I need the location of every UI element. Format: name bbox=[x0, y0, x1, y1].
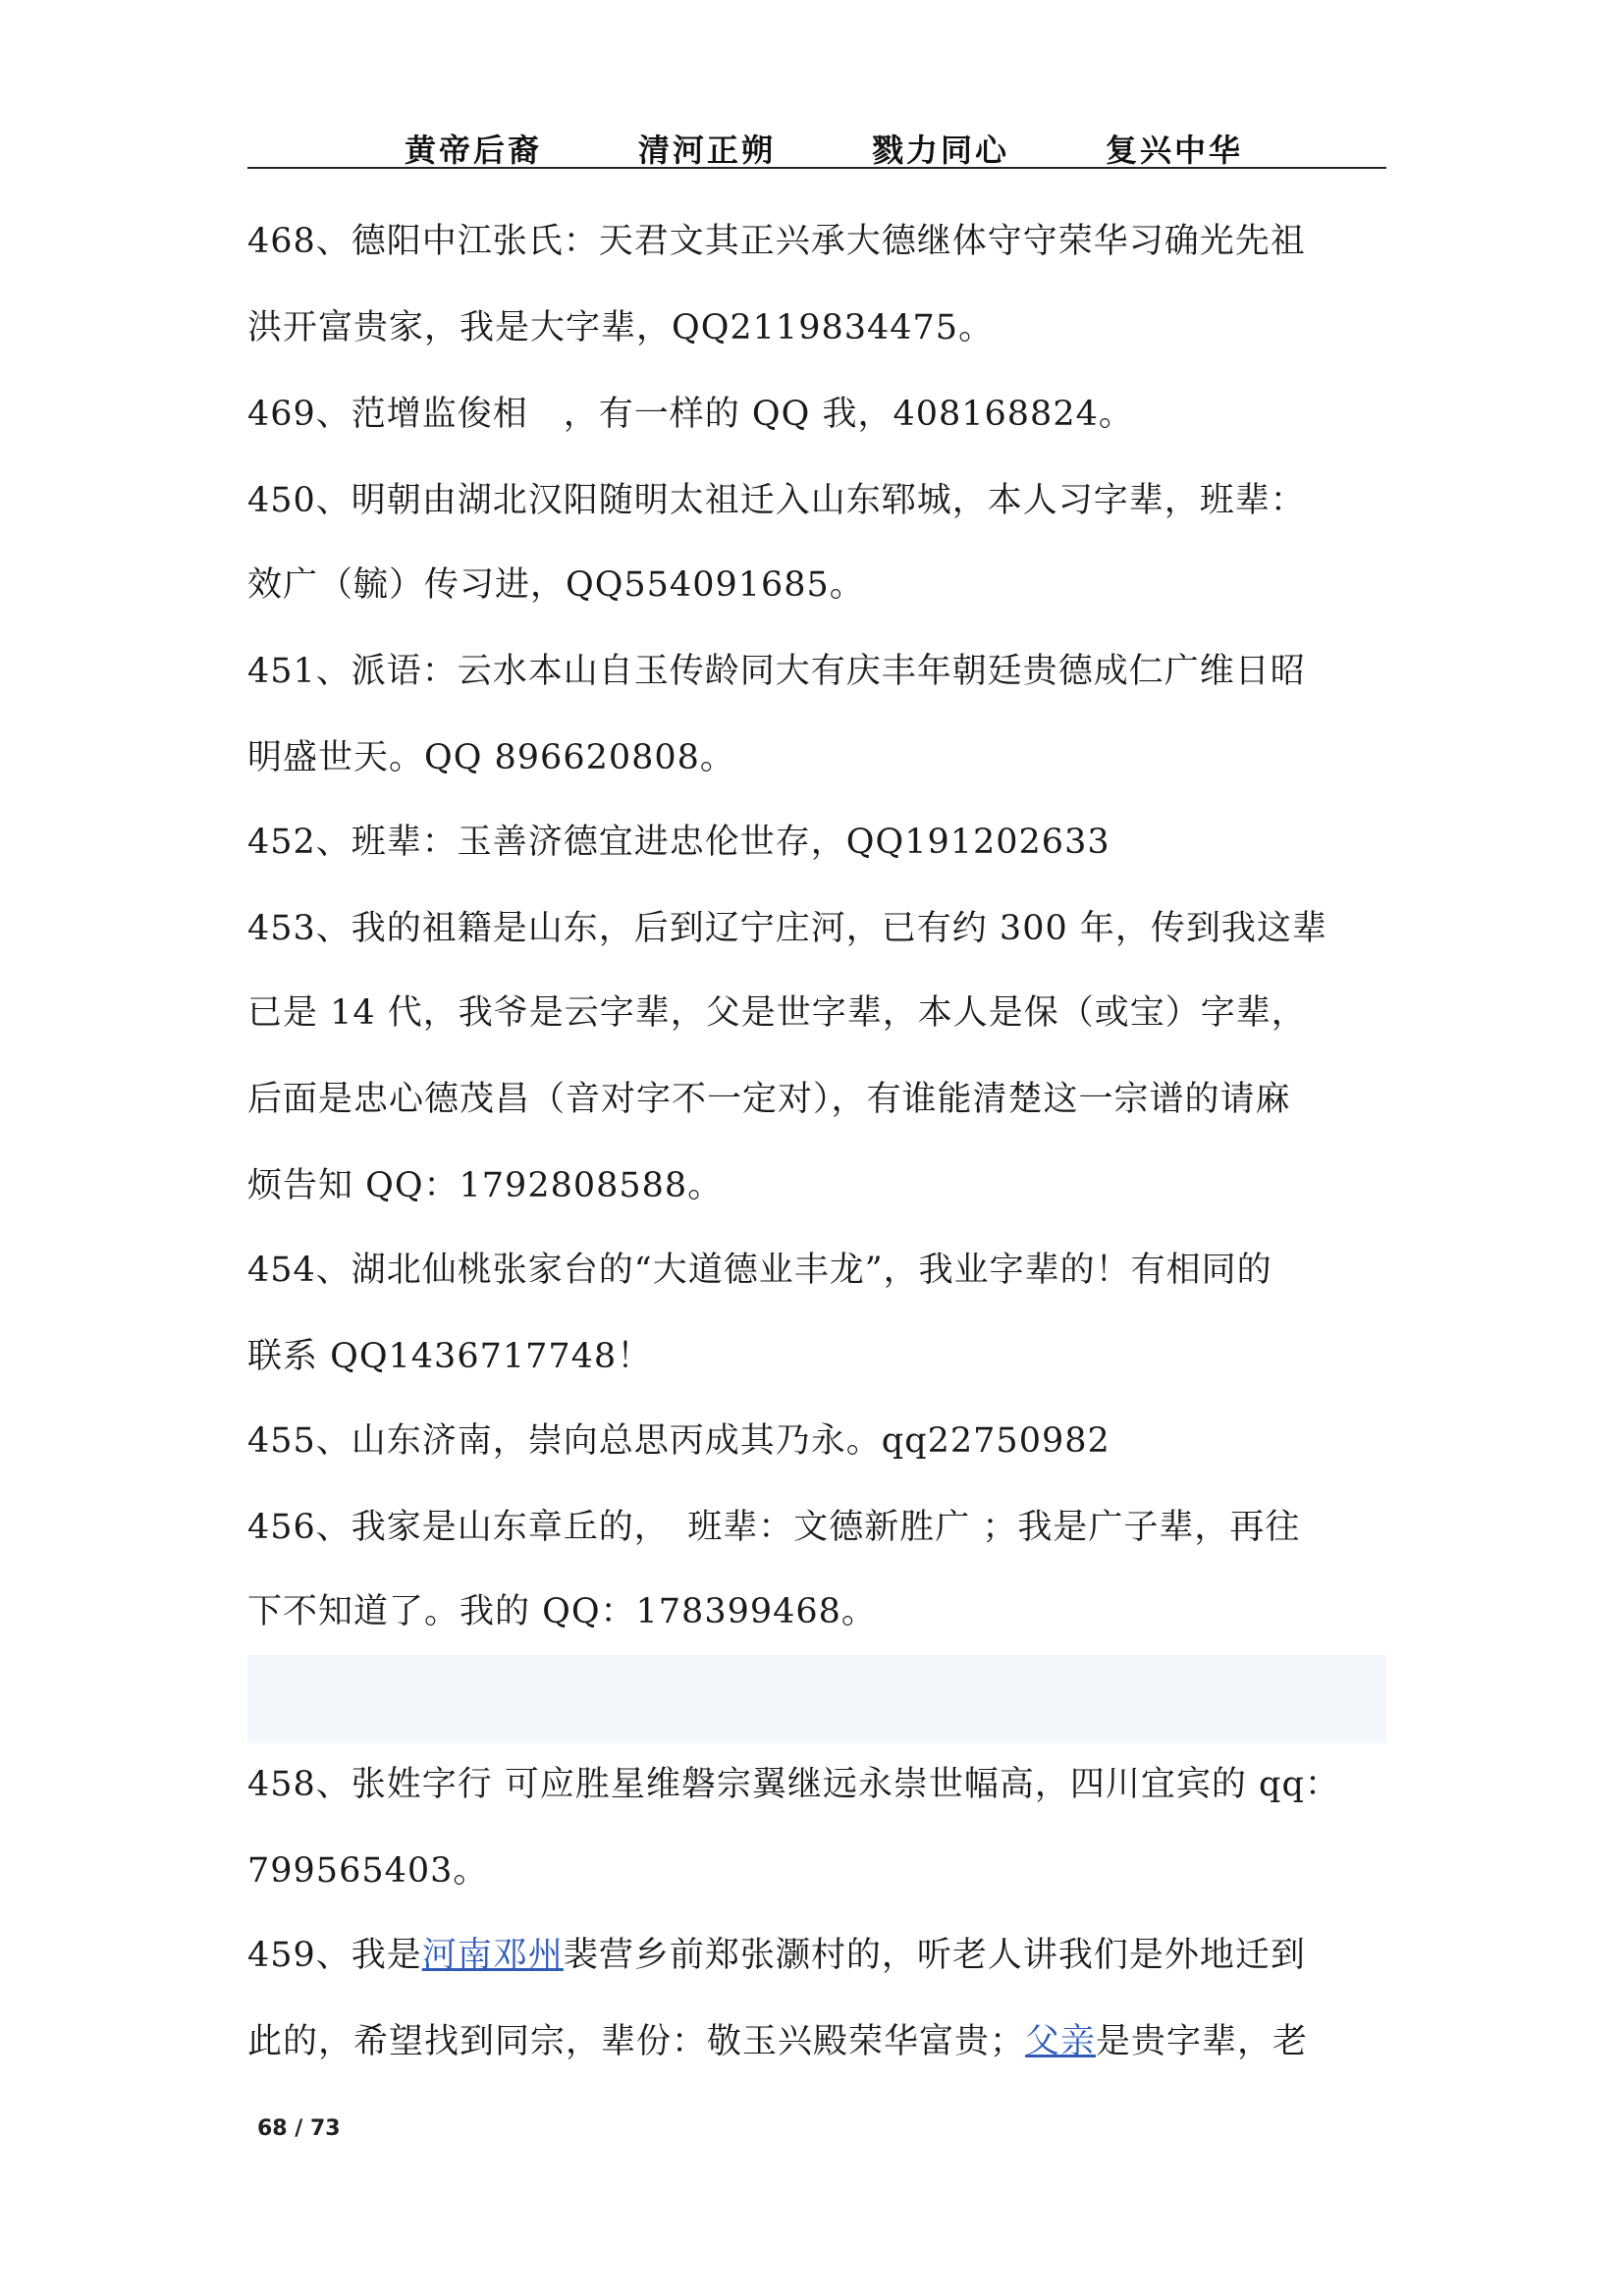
entry-456-line-1: 456、我家是山东章丘的， 班辈：文德新胜广 ；我是广子辈，再往 bbox=[247, 1508, 1301, 1547]
entry-453-line-4: 烦告知 QQ：1792808588。 bbox=[247, 1166, 724, 1205]
entry-458-line-2: 799565403。 bbox=[247, 1851, 489, 1891]
entry-454-line-2: 联系 QQ1436717748！ bbox=[247, 1337, 653, 1376]
entry-459-line-2 bbox=[247, 2020, 1386, 2063]
entry-451-line-1: 451、派语：云水本山自玉传龄同大有庆丰年朝廷贵德成仁广维日昭 bbox=[247, 652, 1306, 691]
entry-459-text-a: 459、我是 bbox=[247, 1936, 422, 1975]
header-motto-4: 复兴中华 bbox=[1106, 132, 1244, 169]
father-link[interactable]: 父亲 bbox=[1025, 2022, 1097, 2061]
entry-450-line-2: 效广（毓）传习进，QQ554091685。 bbox=[247, 565, 865, 605]
header-motto-2: 清河正朔 bbox=[638, 132, 777, 169]
entry-459-text-d: 是贵字辈，老 bbox=[1096, 2022, 1309, 2061]
page-number: 68 / 73 bbox=[257, 2116, 341, 2141]
entry-469-line-1: 469、范增监俊相 ，有一样的 QQ 我，408168824。 bbox=[247, 395, 1134, 434]
entry-451-line-2: 明盛世天。QQ 896620808。 bbox=[247, 738, 735, 777]
header-motto-1: 黄帝后裔 bbox=[405, 132, 543, 169]
entry-450-line-1: 450、明朝由湖北汉阳随明太祖迁入山东郓城，本人习字辈，班辈： bbox=[247, 481, 1306, 520]
blank-highlight-band bbox=[247, 1655, 1386, 1743]
entry-459-line-1 bbox=[247, 1934, 1386, 1977]
henan-dengzhou-link[interactable]: 河南邓州 bbox=[421, 1936, 564, 1975]
entry-456-line-2: 下不知道了。我的 QQ：178399468。 bbox=[247, 1592, 877, 1631]
entry-468-line-2: 洪开富贵家，我是大字辈，QQ2119834475。 bbox=[247, 308, 995, 347]
entry-453-line-2: 已是 14 代，我爷是云字辈，父是世字辈，本人是保（或宝）字辈， bbox=[247, 993, 1307, 1033]
entry-458-line-1: 458、张姓字行 可应胜星维磐宗翼继远永崇世幅高，四川宜宾的 qq： bbox=[247, 1765, 1340, 1804]
entry-453-line-3: 后面是忠心德茂昌（音对字不一定对），有谁能清楚这一宗谱的请麻 bbox=[247, 1080, 1291, 1119]
entry-459-text-b: 裴营乡前郑张灏村的，听老人讲我们是外地迁到 bbox=[563, 1936, 1306, 1975]
entry-452-line-1: 452、班辈：玉善济德宜进忠伦世存，QQ191202633 bbox=[247, 823, 1110, 862]
page-header bbox=[247, 116, 1386, 171]
entry-468-line-1: 468、德阳中江张氏：天君文其正兴承大德继体守守荣华习确光先祖 bbox=[247, 222, 1306, 261]
entry-455-line-1: 455、山东济南，崇向总思丙成其乃永。qq22750982 bbox=[247, 1421, 1110, 1461]
entry-454-line-1: 454、湖北仙桃张家台的“大道德业丰龙”，我业字辈的！有相同的 bbox=[247, 1251, 1272, 1290]
entry-453-line-1: 453、我的祖籍是山东，后到辽宁庄河，已有约 300 年，传到我这辈 bbox=[247, 909, 1327, 948]
entry-459-text-c: 此的，希望找到同宗，辈份：敬玉兴殿荣华富贵； bbox=[247, 2022, 1026, 2061]
header-divider bbox=[247, 167, 1386, 169]
header-motto-3: 戮力同心 bbox=[872, 132, 1010, 169]
